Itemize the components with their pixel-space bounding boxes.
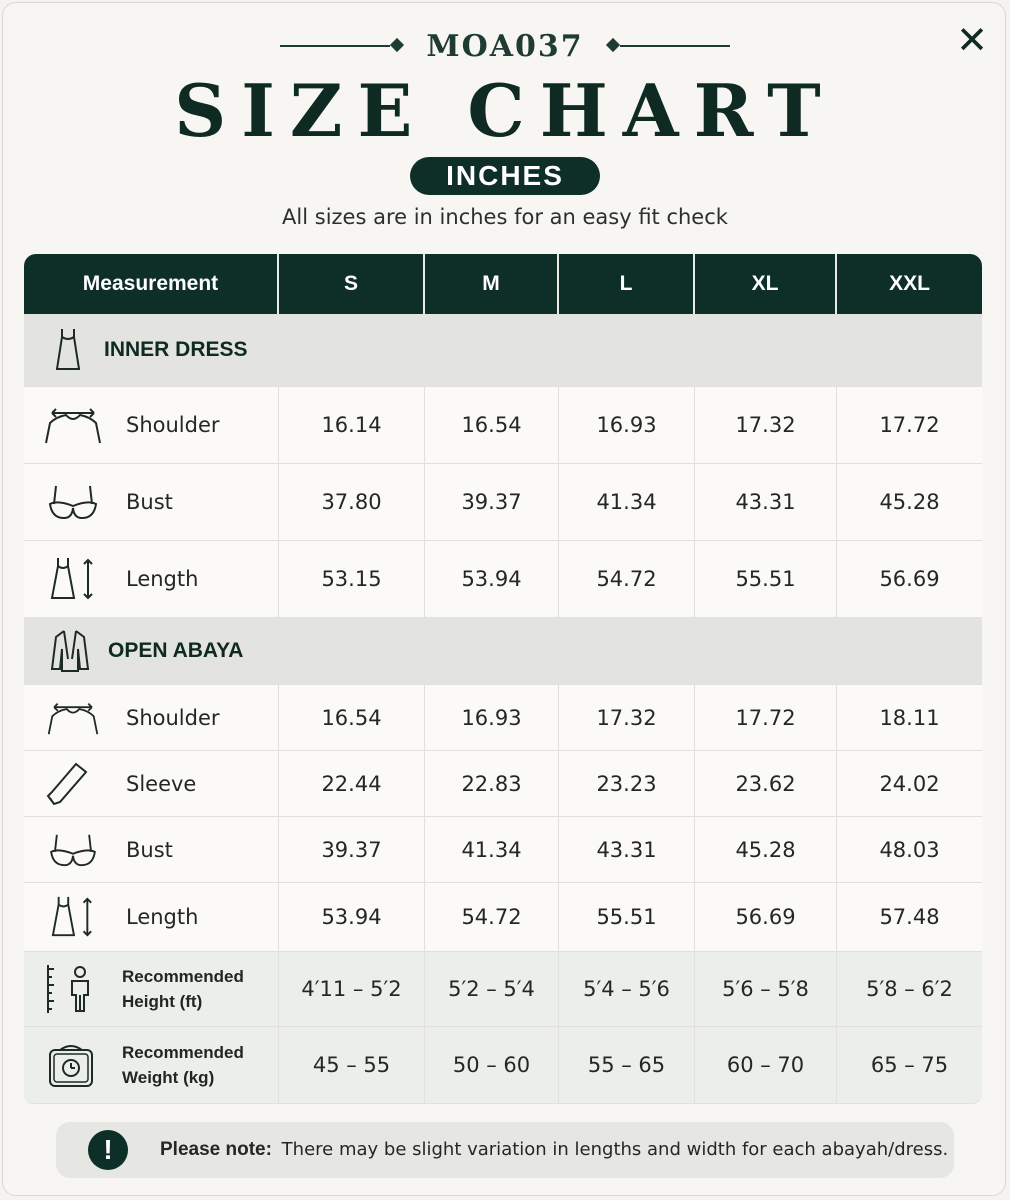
row-label-line1: Recommended <box>122 1043 244 1062</box>
table-row-abaya-shoulder <box>24 685 982 751</box>
note-label: Please note: <box>160 1139 272 1160</box>
section-title: INNER DRESS <box>104 338 248 361</box>
note-banner <box>56 1122 954 1178</box>
dress-icon <box>50 327 86 373</box>
row-label-line1: Recommended <box>122 967 244 986</box>
cell-value: 23.62 <box>695 751 837 817</box>
note-body: There may be slight variation in lengths and width for each abayah/dress. <box>281 1139 949 1160</box>
cell-value: 53.94 <box>279 883 425 952</box>
cell-value: 16.93 <box>559 387 695 464</box>
cell-value: 54.72 <box>425 883 559 952</box>
row-label: Shoulder <box>126 413 220 437</box>
cell-value: 18.11 <box>837 685 982 751</box>
cell-value: 45.28 <box>837 464 982 541</box>
product-code-row <box>0 24 1010 68</box>
table-row-abaya-bust <box>24 817 982 883</box>
cell-value: 16.54 <box>279 685 425 751</box>
height-icon <box>42 963 100 1015</box>
shoulder-icon <box>42 700 104 736</box>
column-header-xl: XL <box>695 254 837 314</box>
cell-value: 23.23 <box>559 751 695 817</box>
cell-value: 45.28 <box>695 817 837 883</box>
cell-value: 22.83 <box>425 751 559 817</box>
cell-value: 17.32 <box>695 387 837 464</box>
cell-value: 48.03 <box>837 817 982 883</box>
cell-value: 41.34 <box>559 464 695 541</box>
cell-value: 17.72 <box>695 685 837 751</box>
product-code: MOA037 <box>426 28 584 64</box>
unit-badge: INCHES <box>410 157 600 195</box>
decorative-divider-right <box>620 45 730 47</box>
size-table <box>24 254 982 1104</box>
row-label: Length <box>126 567 199 591</box>
cell-value: 39.37 <box>279 817 425 883</box>
cell-value: 53.94 <box>425 541 559 618</box>
cell-value: 4′11 – 5′2 <box>279 952 425 1027</box>
column-header-l: L <box>559 254 695 314</box>
shoulder-icon <box>42 405 104 445</box>
bust-icon <box>42 831 104 869</box>
cell-value: 57.48 <box>837 883 982 952</box>
column-header-measurement: Measurement <box>24 254 279 314</box>
table-row-abaya-sleeve <box>24 751 982 817</box>
subtitle: All sizes are in inches for an easy fit check <box>282 205 728 229</box>
cell-value: 16.93 <box>425 685 559 751</box>
row-label: Shoulder <box>126 705 220 730</box>
table-header-row <box>24 254 982 314</box>
cell-value: 54.72 <box>559 541 695 618</box>
cell-value: 17.32 <box>559 685 695 751</box>
cell-value: 56.69 <box>837 541 982 618</box>
section-row-open-abaya <box>24 618 982 685</box>
cell-value: 39.37 <box>425 464 559 541</box>
abaya-icon <box>50 629 90 673</box>
row-label: Length <box>126 905 199 929</box>
length-icon <box>42 895 104 939</box>
sleeve-icon <box>42 762 104 806</box>
cell-value: 37.80 <box>279 464 425 541</box>
cell-value: 50 – 60 <box>425 1027 559 1104</box>
cell-value: 43.31 <box>559 817 695 883</box>
cell-value: 56.69 <box>695 883 837 952</box>
cell-value: 65 – 75 <box>837 1027 982 1104</box>
cell-value: 55.51 <box>559 883 695 952</box>
cell-value: 45 – 55 <box>279 1027 425 1104</box>
table-row-inner-length <box>24 541 982 618</box>
cell-value: 55 – 65 <box>559 1027 695 1104</box>
cell-value: 24.02 <box>837 751 982 817</box>
section-title: OPEN ABAYA <box>108 639 244 662</box>
row-label: Bust <box>126 490 173 514</box>
cell-value: 16.14 <box>279 387 425 464</box>
cell-value: 41.34 <box>425 817 559 883</box>
table-row-abaya-length <box>24 883 982 952</box>
cell-value: 17.72 <box>837 387 982 464</box>
length-icon <box>42 556 104 602</box>
note-text <box>160 1139 948 1161</box>
cell-value: 55.51 <box>695 541 837 618</box>
exclamation-icon: ! <box>88 1130 128 1170</box>
column-header-xxl: XXL <box>837 254 982 314</box>
row-label-line2: Weight (kg) <box>122 1068 215 1087</box>
cell-value: 53.15 <box>279 541 425 618</box>
table-row-recommended-height <box>24 952 982 1027</box>
page-title: SIZE CHART <box>174 68 836 153</box>
cell-value: 5′2 – 5′4 <box>425 952 559 1027</box>
cell-value: 5′8 – 6′2 <box>837 952 982 1027</box>
row-label: Sleeve <box>126 771 197 796</box>
cell-value: 22.44 <box>279 751 425 817</box>
cell-value: 60 – 70 <box>695 1027 837 1104</box>
column-header-m: M <box>425 254 559 314</box>
table-row-inner-shoulder <box>24 387 982 464</box>
row-label: Bust <box>126 837 173 862</box>
table-row-recommended-weight <box>24 1027 982 1104</box>
section-row-inner-dress <box>24 314 982 387</box>
column-header-s: S <box>279 254 425 314</box>
bust-icon <box>42 482 104 522</box>
cell-value: 5′6 – 5′8 <box>695 952 837 1027</box>
cell-value: 16.54 <box>425 387 559 464</box>
cell-value: 5′4 – 5′6 <box>559 952 695 1027</box>
decorative-divider-left <box>280 45 390 47</box>
scale-icon <box>42 1040 100 1090</box>
row-label-line2: Height (ft) <box>122 992 203 1011</box>
table-row-inner-bust <box>24 464 982 541</box>
cell-value: 43.31 <box>695 464 837 541</box>
close-icon[interactable]: ✕ <box>956 18 988 62</box>
